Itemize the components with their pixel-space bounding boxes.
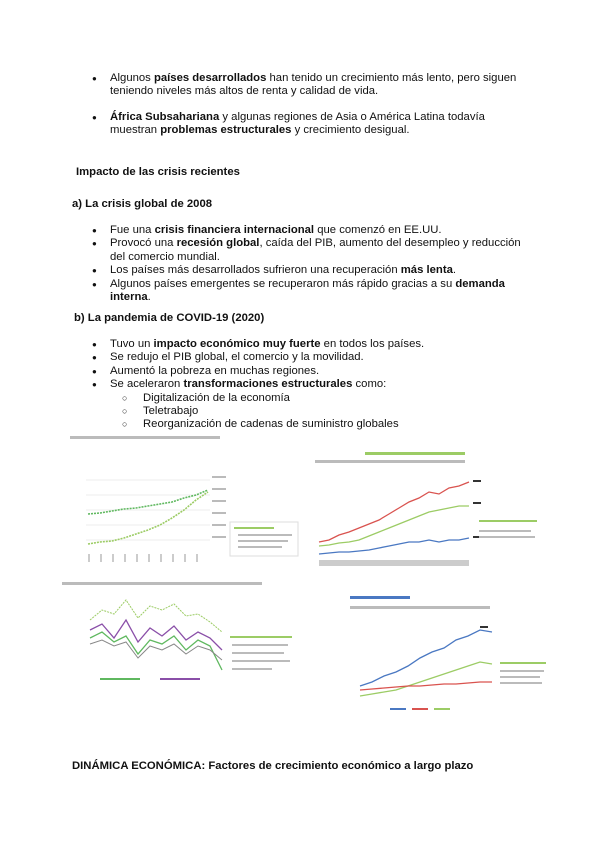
covid-list	[82, 338, 532, 432]
section-title: Impacto de las crisis recientes	[76, 166, 240, 178]
list-item: ● Algunos países desarrollados han tenido un crecimiento más lento, pero siguen teniendo niveles más altos de renta y calidad de vida.	[82, 72, 532, 99]
chart-image-4	[340, 592, 550, 717]
list-item: ● Algunos países emergentes se recuperaron más rápido gracias a su demanda interna.	[82, 278, 532, 305]
chart-4-graphic	[340, 592, 550, 717]
intro-list	[82, 72, 532, 138]
covid-heading: b) La pandemia de COVID-19 (2020)	[74, 312, 265, 324]
list-item: ○ Digitalización de la economía	[82, 392, 532, 405]
chart-image-3	[60, 580, 300, 690]
chart-image-2	[305, 450, 540, 575]
crisis-2008-heading: a) La crisis global de 2008	[72, 198, 213, 210]
chart-1-graphic	[60, 430, 300, 572]
list-item: ○ Reorganización de cadenas de suministro globales	[82, 418, 532, 431]
chart-image-1	[60, 430, 300, 572]
chart-2-graphic	[305, 450, 540, 575]
list-item: ● Los países más desarrollados sufrieron una recuperación más lenta.	[82, 264, 532, 277]
chart-3-graphic	[60, 580, 300, 690]
covid-sublist	[82, 392, 532, 432]
crisis-2008-list	[82, 224, 532, 304]
list-item: ○ Teletrabajo	[82, 405, 532, 418]
list-item: ● África Subsahariana y algunas regiones de Asia o América Latina todavía muestran problemas estructurales y crecimiento desigual.	[82, 111, 532, 138]
list-item: ● Provocó una recesión global, caída del PIB, aumento del desempleo y reducción del comercio mundial.	[82, 237, 532, 264]
footer-heading: DINÁMICA ECONÓMICA: Factores de crecimiento económico a largo plazo	[72, 760, 474, 772]
list-item: ● Se aceleraron transformaciones estructurales como: ○ Digitalización de la economía ○ Teletrabajo ○ Reorganización de cadenas de suministro globales	[82, 378, 532, 432]
list-item: ● Aumentó la pobreza en muchas regiones.	[82, 365, 532, 378]
list-item: ● Tuvo un impacto económico muy fuerte en todos los países.	[82, 338, 532, 351]
list-item: ● Fue una crisis financiera internacional que comenzó en EE.UU.	[82, 224, 532, 237]
list-item: ● Se redujo el PIB global, el comercio y la movilidad.	[82, 351, 532, 364]
